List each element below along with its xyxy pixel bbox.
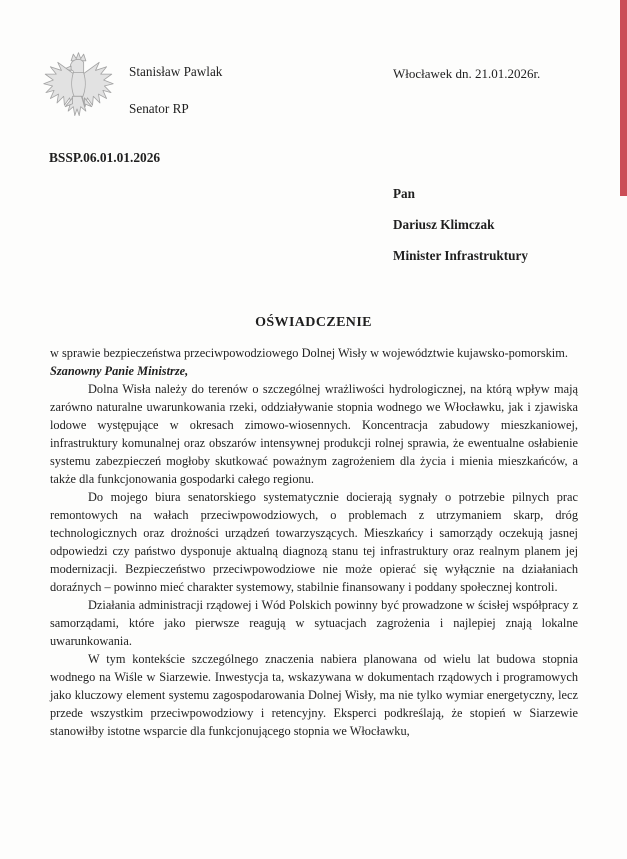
polish-eagle-emblem-icon	[40, 50, 114, 136]
reference-number: BSSP.06.01.01.2026	[49, 150, 161, 165]
document-heading: OŚWIADCZENIE	[255, 315, 372, 330]
sender-name: Stanisław Pawlak	[129, 64, 223, 79]
body-paragraph: W tym kontekście szczególnego znaczenia nabiera planowana od wielu lat budowa stopnia wodnego na Wiśle w Siarzewie. Inwestycja ta, wskazywana w dokumentach rządowych i programowych jako kluczowy element systemu zagospodarowania Dolnej Wisły, ma nie tylko wymiar energetyczny, lecz przede wszystkim przeciwpowodziowy i retencyjny. Eksperci podkreślają, że stopień w Siarzewie stanowiłby istotne wsparcie dla funkcjonującego stopnia we Włocławku,	[50, 652, 578, 738]
recipient-name: Dariusz Klimczak	[393, 217, 495, 232]
letter-body	[50, 344, 578, 740]
place-and-date: Włocławek dn. 21.01.2026r.	[393, 66, 541, 81]
salutation-line: Szanowny Panie Ministrze,	[50, 364, 189, 378]
sender-title: Senator RP	[129, 101, 189, 116]
recipient-position: Minister Infrastruktury	[393, 248, 528, 263]
body-paragraph: Działania administracji rządowej i Wód Polskich powinny być prowadzone w ścisłej współpracy z samorządami, które jako pierwsze reagują w sytuacjach zagrożenia i najlepiej znają lokalne uwarunkowania.	[50, 598, 578, 648]
red-accent-bar	[620, 0, 627, 196]
body-paragraph: Do mojego biura senatorskiego systematycznie docierają sygnały o potrzebie pilnych prac remontowych na wałach przeciwpowodziowych, o problemach z utrzymaniem skarp, dróg technologicznych oraz drożności urządzeń towarzyszących. Mieszkańcy i samorządy oczekują jasnej odpowiedzi czy państwo dysponuje aktualną diagnozą stanu tej infrastruktury oraz realnym planem jej modernizacji. Bezpieczeństwo przeciwpowodziowe nie może opierać się wyłącznie na działaniach doraźnych – powinno mieć charakter systemowy, stabilnie finansowany i poddany społecznej kontroli.	[50, 490, 578, 594]
body-paragraph: Dolna Wisła należy do terenów o szczególnej wrażliwości hydrologicznej, na którą wpływ mają zarówno naturalne uwarunkowania rzeki, oddziaływanie stopnia wodnego we Włocławku, jak i zjawiska lodowe występujące w okresach zimowo-wiosennych. Koncentracja zabudowy mieszkaniowej, infrastruktury komunalnej oraz obszarów intensywnej produkcji rolnej sprawia, że ewentualne osłabienie systemu zabezpieczeń mogłoby skutkować poważnym zagrożeniem dla życia i mienia mieszkańców, a także dla funkcjonowania gospodarki całego regionu.	[50, 382, 578, 486]
subject-line: w sprawie bezpieczeństwa przeciwpowodziowego Dolnej Wisły w województwie kujawsko-pomorskim.	[50, 346, 568, 360]
recipient-block	[393, 178, 528, 271]
recipient-salutation: Pan	[393, 186, 415, 201]
